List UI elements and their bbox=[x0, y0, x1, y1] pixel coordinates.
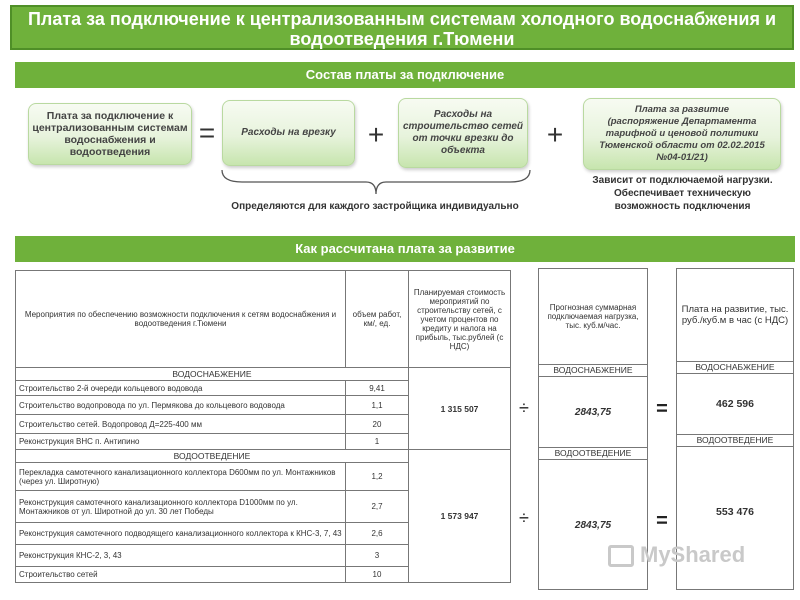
measure-volume: 20 bbox=[346, 415, 409, 434]
plus-sign-1: + bbox=[367, 119, 385, 150]
note-individual: Определяются для каждого застройщика индивидуально bbox=[231, 201, 519, 212]
load-panel-sewer-label: ВОДООТВЕДЕНИЕ bbox=[539, 447, 647, 460]
load-panel-water-label: ВОДОСНАБЖЕНИЕ bbox=[539, 364, 647, 377]
note-load-dependency: Зависит от подключаемой нагрузки. Обеспечивает техническую возможность подключения bbox=[592, 175, 773, 212]
formula-box-development-fee bbox=[583, 98, 781, 170]
page-title-text: Плата за подключение к централизованным системам холодного водоснабжения и водоотведения г.Тюмени bbox=[27, 9, 777, 49]
measure-name: Реконструкция ВНС п. Антипино bbox=[16, 434, 346, 450]
plus-sign-2: + bbox=[546, 119, 564, 150]
measure-name: Строительство 2-й очереди кольцевого водовода bbox=[16, 381, 346, 396]
measure-volume: 2,7 bbox=[346, 491, 409, 523]
measure-volume: 1 bbox=[346, 434, 409, 450]
formula-box-total-fee bbox=[28, 103, 192, 165]
measure-name: Перекладка самотечного канализационного коллектора D600мм по ул. Монтажников (через ул. Широтную) bbox=[16, 463, 346, 491]
measure-volume: 2,6 bbox=[346, 523, 409, 545]
table-header-row bbox=[16, 271, 511, 368]
measure-name: Строительство водопровода по ул. Пермякова до кольцевого водовода bbox=[16, 396, 346, 415]
result-panel-sewer-label: ВОДООТВЕДЕНИЕ bbox=[677, 434, 793, 447]
brace-icon bbox=[220, 168, 532, 198]
result-panel-header: Плата на развитие, тыс. руб./куб.м в час (с НДС) bbox=[681, 304, 789, 326]
watermark-logo bbox=[608, 538, 768, 572]
section-label-sewer: ВОДООТВЕДЕНИЕ bbox=[16, 450, 409, 463]
section-header-composition bbox=[15, 62, 795, 88]
divide-sign-sewer: ÷ bbox=[519, 508, 529, 528]
sewer-cost-value: 1 573 947 bbox=[409, 450, 511, 583]
equals-sign-sewer: = bbox=[656, 510, 668, 532]
measure-volume: 10 bbox=[346, 567, 409, 583]
page-title bbox=[10, 5, 794, 50]
formula-box-development-fee-text: Плата за развитие (распоряжение Департамента тарифной и ценовой политики Тюменской области от 02.02.2015 №04-01/21) bbox=[599, 104, 765, 163]
water-cost-value: 1 315 507 bbox=[409, 368, 511, 450]
measure-name: Реконструкция КНС-2, 3, 43 bbox=[16, 545, 346, 567]
measures-table bbox=[15, 270, 511, 583]
equals-sign: = bbox=[198, 117, 216, 148]
section-header-composition-text: Состав платы за подключение bbox=[305, 67, 505, 82]
measure-name: Реконструкция самотечного канализационного коллектора D1000мм по ул. Монтажников от ул. Широтной до ул. 30 лет Победы bbox=[16, 491, 346, 523]
formula-box-total-fee-text: Плата за подключение к централизованным системам водоснабжения и водоотведения bbox=[32, 110, 188, 158]
watermark-text: MyShared bbox=[640, 542, 746, 567]
result-panel-sewer-value: 553 476 bbox=[716, 506, 754, 518]
col-header-cost: Планируемая стоимость мероприятий по строительству сетей, с учетом процентов по кредиту и налога на прибыль, тыс.рублей (с НДС) bbox=[409, 271, 511, 368]
measure-volume: 3 bbox=[346, 545, 409, 567]
result-panel-water-value: 462 596 bbox=[716, 398, 754, 410]
section-row-water bbox=[16, 368, 511, 381]
result-panel-water-label: ВОДОСНАБЖЕНИЕ bbox=[677, 361, 793, 374]
measure-volume: 1,2 bbox=[346, 463, 409, 491]
formula-box-network-construction-text: Расходы на строительство сетей от точки врезки до объекта bbox=[402, 109, 524, 156]
col-header-measures: Мероприятия по обеспечению возможности подключения к сетям водоснабжения и водоотведения г.Тюмени bbox=[16, 271, 346, 368]
measure-name: Строительство сетей bbox=[16, 567, 346, 583]
measure-volume: 1,1 bbox=[346, 396, 409, 415]
section-label-water: ВОДОСНАБЖЕНИЕ bbox=[16, 368, 409, 381]
formula-box-tie-in-text: Расходы на врезку bbox=[241, 127, 336, 138]
col-header-volume: объем работ, км/, ед. bbox=[346, 271, 409, 368]
section-header-calculation-text: Как рассчитана плата за развитие bbox=[295, 241, 515, 256]
section-row-sewer bbox=[16, 450, 511, 463]
load-panel-header: Прогнозная суммарная подключаемая нагрузка, тыс. куб.м/час. bbox=[547, 303, 639, 330]
formula-box-tie-in bbox=[222, 100, 355, 166]
section-header-calculation bbox=[15, 236, 795, 262]
equals-sign-water: = bbox=[656, 398, 668, 420]
load-panel-sewer-value: 2843,75 bbox=[574, 519, 612, 531]
measure-name: Реконструкция самотечного подводящего канализационного коллектора к КНС-3, 7, 43 bbox=[16, 523, 346, 545]
load-panel-water-value: 2843,75 bbox=[574, 406, 612, 418]
measure-volume: 9,41 bbox=[346, 381, 409, 396]
measure-name: Строительство сетей. Водопровод Д=225-400 мм bbox=[16, 415, 346, 434]
presentation-icon bbox=[608, 545, 634, 567]
formula-box-network-construction bbox=[398, 98, 528, 168]
divide-sign-water: ÷ bbox=[519, 398, 529, 418]
